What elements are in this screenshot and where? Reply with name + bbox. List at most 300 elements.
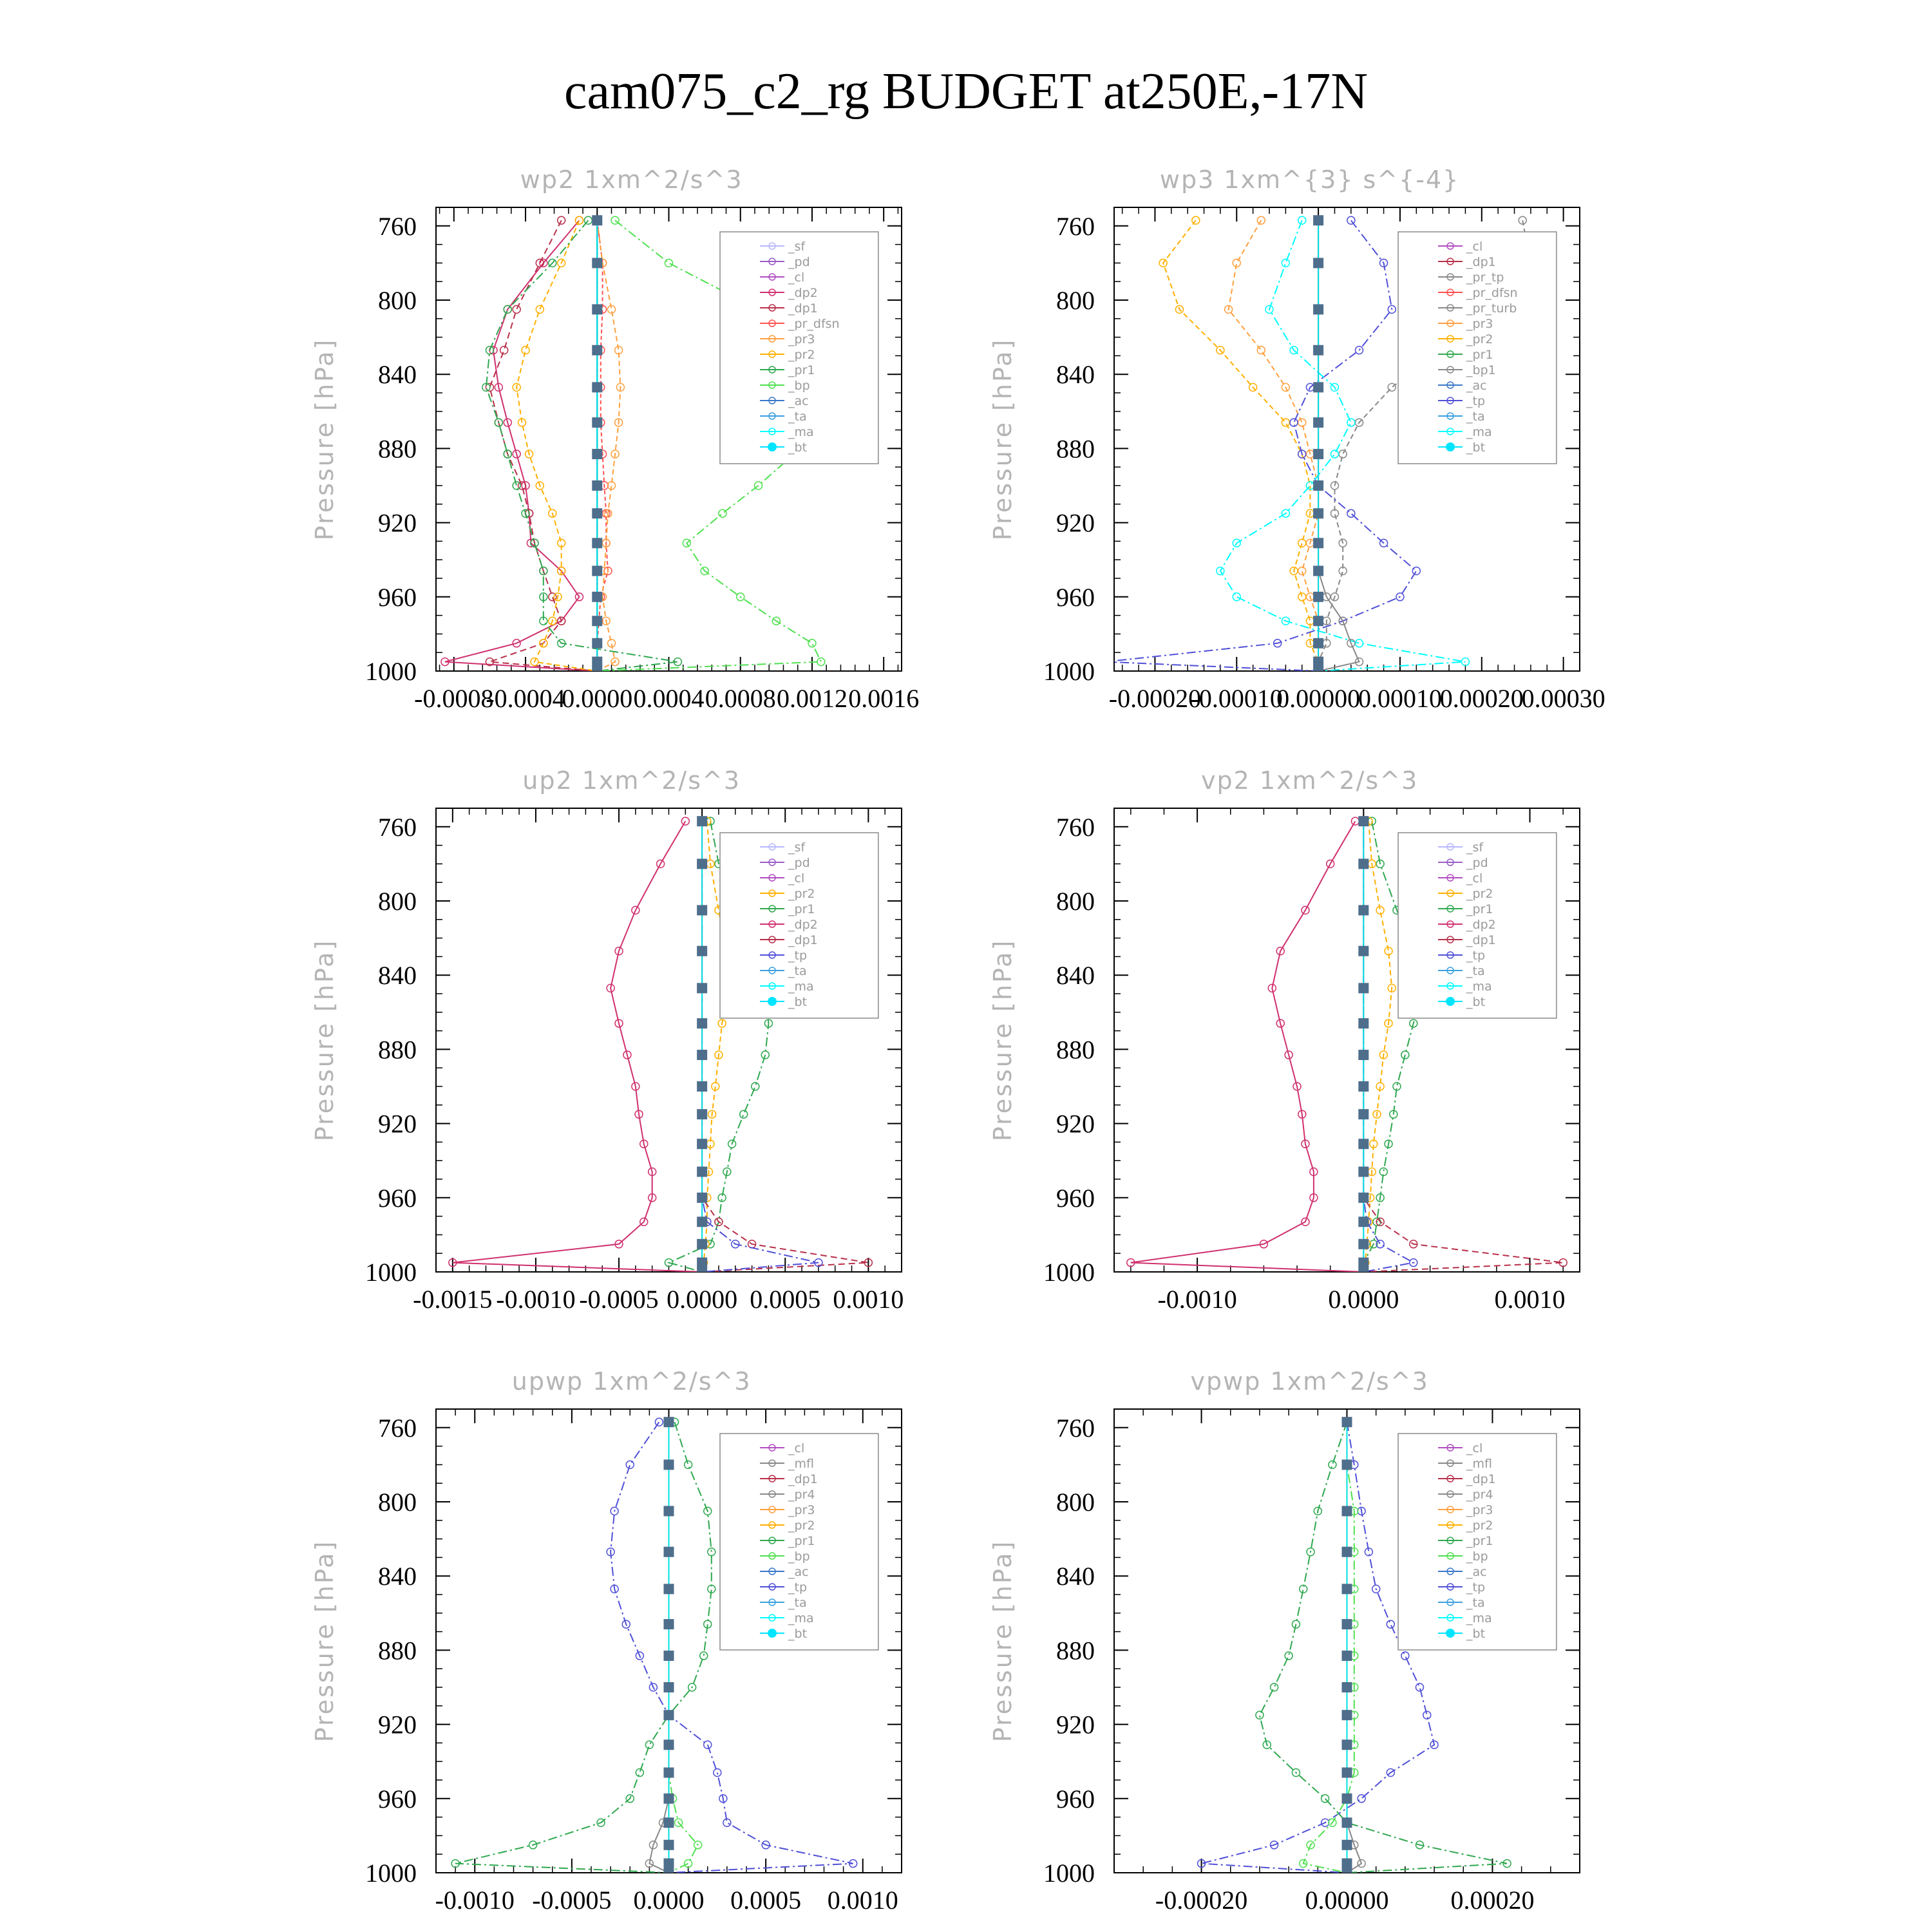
series-point-bt [1358, 1109, 1368, 1119]
x-tick-label: 0.00000 [1305, 1886, 1389, 1915]
y-tick-label: 1000 [365, 1859, 417, 1888]
series-point-tp [1347, 216, 1355, 224]
legend-label: _pr2 [788, 1519, 815, 1533]
series-point-bp [719, 509, 726, 517]
series-point-bt [592, 638, 602, 649]
series-point-bt [1342, 1682, 1352, 1692]
series-line-pr1 [486, 220, 678, 671]
y-tick-label: 760 [378, 812, 417, 842]
y-tick-label: 840 [1056, 360, 1095, 390]
y-tick-label: 880 [378, 1035, 417, 1065]
x-tick-label: 0.0016 [848, 684, 920, 713]
legend-label: _pr1 [788, 1534, 815, 1548]
legend-label: _ma [788, 425, 814, 439]
legend-label: _dp2 [788, 286, 818, 300]
series-point-tp [1387, 1620, 1394, 1628]
series-point-bt [1342, 1619, 1352, 1629]
series-point-bt [592, 616, 602, 626]
y-tick-label: 1000 [1043, 1258, 1095, 1287]
series-point-bt [592, 215, 602, 225]
series-point-bt [1358, 1166, 1368, 1177]
series-point-bt [1342, 1868, 1352, 1878]
series-point-bt [697, 1081, 707, 1092]
x-tick-label: 0.0000 [667, 1285, 738, 1314]
series-line-tp [1106, 220, 1416, 671]
series-point-bt [697, 946, 707, 956]
legend-label: _tp [1466, 394, 1486, 408]
legend-label: _pd [788, 856, 810, 870]
series-line-dp2 [445, 220, 597, 671]
series-point-bt [664, 1417, 674, 1427]
series-point-bt [697, 1050, 707, 1060]
x-tick-label: -0.0010 [435, 1886, 515, 1915]
series-point-tp [1412, 567, 1420, 574]
legend [720, 833, 878, 1018]
x-tick-label: 0.00020 [1439, 684, 1524, 713]
series-point-bt [697, 1166, 707, 1177]
series-point-dp1 [513, 305, 520, 313]
y-tick-label: 960 [378, 1183, 417, 1213]
series-point-bt [592, 666, 602, 676]
legend-label: _bp [788, 1549, 810, 1564]
series-point-bt [1342, 1584, 1352, 1594]
series-point-bt [592, 565, 602, 576]
series-point-bt [1313, 417, 1323, 428]
series-point-pr2 [1298, 539, 1306, 547]
x-tick-label: 0.0010 [833, 1285, 904, 1314]
legend-label: _tp [1466, 1580, 1486, 1595]
y-tick-label: 960 [1056, 582, 1095, 612]
series-point-bt [664, 1710, 674, 1720]
series-point-bt [664, 1651, 674, 1661]
y-tick-label: 760 [1056, 812, 1095, 842]
series-point-bt [664, 1868, 674, 1878]
series-point-ma [1356, 639, 1363, 647]
legend-label: _ta [1466, 410, 1485, 424]
panel-up2 [310, 766, 904, 1314]
legend-label: _pr1 [1466, 1534, 1493, 1548]
x-tick-label: -0.0008 [414, 684, 494, 713]
y-tick-label: 840 [1056, 961, 1095, 990]
series-point-bt [592, 258, 602, 268]
series-point-pr3 [1298, 419, 1306, 426]
series-point-pr2 [1282, 419, 1289, 426]
series-point-bt [697, 1239, 707, 1249]
legend-label: _pr2 [1466, 332, 1493, 346]
series-line-pr4 [1347, 1422, 1362, 1873]
legend-marker [1446, 1629, 1455, 1638]
panel-title: vp2 1xm^2/s^3 [1201, 766, 1419, 795]
series-point-bt [697, 1217, 707, 1227]
series-point-dp2 [1351, 817, 1359, 825]
y-tick-label: 880 [378, 434, 417, 464]
series-point-bt [1313, 480, 1323, 491]
series-point-bt [697, 1139, 707, 1149]
legend-label: _pr1 [788, 363, 815, 377]
x-tick-label: 0.00030 [1521, 684, 1605, 713]
legend-label: _bt [1466, 995, 1486, 1009]
y-tick-label: 920 [1056, 1109, 1095, 1139]
series-point-tp [1401, 1652, 1409, 1660]
legend-label: _bt [1466, 1627, 1486, 1641]
x-tick-label: -0.0005 [532, 1886, 612, 1915]
series-point-bt [1313, 565, 1323, 576]
y-tick-label: 800 [1056, 1488, 1095, 1517]
legend-label: _ma [788, 980, 814, 994]
legend [720, 1434, 878, 1650]
series-point-pr1 [752, 1083, 759, 1090]
series-point-bt [592, 304, 602, 314]
legend-label: _ma [1466, 425, 1492, 439]
legend-label: _dp1 [1466, 1472, 1496, 1486]
legend-label: _ac [1466, 1565, 1487, 1579]
series-point-bp1 [1339, 450, 1347, 458]
series-point-bt [1342, 1417, 1352, 1427]
legend-label: _pr4 [788, 1488, 815, 1502]
series-point-bt [1313, 616, 1323, 626]
legend [720, 232, 878, 464]
series-point-bt [1358, 1050, 1368, 1060]
legend-marker [768, 442, 777, 451]
series-point-bt [1342, 1859, 1352, 1869]
legend-label: _cl [1466, 240, 1483, 254]
series-point-bp [685, 1860, 692, 1868]
series-point-ma [1331, 450, 1338, 458]
series-point-bt [592, 508, 602, 518]
y-axis-label: Pressure [hPa] [989, 938, 1017, 1142]
series-point-bt [1313, 382, 1323, 392]
series-point-pr1 [513, 482, 520, 489]
legend [1398, 232, 1557, 464]
series-point-bt [1358, 983, 1368, 993]
panel-title: upwp 1xm^2/s^3 [511, 1367, 752, 1396]
series-point-pr1 [636, 1768, 643, 1776]
series-point-pr1 [1329, 1461, 1336, 1468]
series-point-bt [1358, 816, 1368, 826]
legend-label: _pr2 [1466, 887, 1493, 901]
series-point-bt [697, 905, 707, 915]
series-point-pr1 [1256, 1711, 1264, 1719]
series-point-bt [1313, 345, 1323, 355]
y-tick-label: 960 [378, 582, 417, 612]
panel-vp2 [989, 766, 1580, 1314]
series-point-bt [1358, 1267, 1368, 1277]
legend-label: _ta [1466, 1596, 1485, 1610]
x-tick-label: 0.0000 [562, 684, 633, 713]
series-point-bt [592, 480, 602, 491]
series-point-bt [1342, 1547, 1352, 1557]
series-point-bt [697, 1109, 707, 1119]
series-point-bt [1342, 1710, 1352, 1720]
series-point-bt [1342, 1767, 1352, 1777]
series-point-bp [665, 259, 673, 267]
legend-label: _dp1 [788, 301, 818, 316]
x-tick-label: -0.0004 [486, 684, 565, 713]
y-tick-label: 880 [378, 1636, 417, 1665]
x-tick-label: 0.0005 [750, 1285, 821, 1314]
series-point-bt [1313, 304, 1323, 314]
y-tick-label: 840 [378, 961, 417, 990]
y-axis-label: Pressure [hPa] [310, 938, 339, 1142]
y-tick-label: 760 [1056, 1413, 1095, 1443]
legend-label: _mfl [788, 1457, 815, 1471]
y-tick-label: 920 [378, 1109, 417, 1139]
legend-label: _bp [788, 379, 810, 393]
series-line-dp2 [453, 821, 702, 1272]
series-point-bp [808, 639, 816, 647]
figure-title: cam075_c2_rg BUDGET at250E,-17N [564, 63, 1368, 120]
y-tick-label: 800 [1056, 286, 1095, 315]
series-point-bt [592, 417, 602, 428]
series-point-bt [1358, 858, 1368, 869]
y-tick-label: 1000 [1043, 1859, 1095, 1888]
series-point-bt [664, 1840, 674, 1850]
x-tick-label: -0.0010 [496, 1285, 576, 1314]
series-point-bt [1358, 1139, 1368, 1149]
series-point-pr1 [645, 1741, 653, 1748]
legend-label: _dp1 [1466, 255, 1496, 269]
series-point-bt [664, 1739, 674, 1750]
series-point-bt [1342, 1651, 1352, 1661]
y-tick-label: 840 [378, 1562, 417, 1591]
legend-label: _sf [1466, 840, 1484, 855]
legend-marker [768, 1629, 777, 1638]
series-point-bt [1313, 666, 1323, 676]
x-tick-label: -0.0005 [579, 1285, 659, 1314]
series-point-ma [1298, 216, 1306, 224]
series-point-bt [697, 983, 707, 993]
y-tick-label: 880 [1056, 434, 1095, 464]
legend-label: _ac [788, 1565, 809, 1579]
legend-label: _pr3 [1466, 317, 1493, 331]
x-tick-label: -0.0015 [413, 1285, 493, 1314]
series-point-pr2 [522, 346, 529, 354]
series-line-pr-dfsn [597, 220, 608, 671]
legend-label: _pr4 [1466, 1488, 1493, 1502]
series-point-bt [592, 592, 602, 602]
legend-label: _pr3 [1466, 1503, 1493, 1517]
legend-label: _pr1 [1466, 348, 1493, 362]
y-tick-label: 840 [378, 360, 417, 390]
series-line-dp2 [1131, 821, 1364, 1272]
series-point-bt [1358, 1193, 1368, 1203]
y-tick-label: 800 [378, 887, 417, 916]
series-point-bt [1342, 1794, 1352, 1804]
legend-label: _pr2 [788, 348, 815, 362]
legend-label: _ac [1466, 379, 1487, 393]
series-point-bt [1342, 1506, 1352, 1516]
series-point-ma [1233, 593, 1240, 601]
legend-label: _ta [788, 964, 807, 978]
y-axis-label: Pressure [hPa] [989, 337, 1017, 541]
series-point-bt [664, 1547, 674, 1557]
y-tick-label: 800 [378, 286, 417, 315]
y-tick-label: 1000 [365, 657, 417, 686]
legend-label: _ma [1466, 980, 1492, 994]
legend-marker [1446, 997, 1455, 1006]
series-point-ma [1347, 419, 1355, 426]
panel-title: wp2 1xm^2/s^3 [520, 166, 743, 194]
legend-label: _pd [1466, 856, 1488, 870]
legend-label: _pr_dfsn [1466, 286, 1518, 300]
legend-marker [768, 997, 777, 1006]
series-point-dp2 [681, 817, 689, 825]
y-tick-label: 760 [1056, 211, 1095, 241]
x-tick-label: 0.0012 [776, 684, 848, 713]
y-tick-label: 800 [1056, 887, 1095, 916]
legend-label: _pr_turb [1466, 301, 1517, 316]
series-point-bt [1358, 905, 1368, 915]
series-point-pr1 [1271, 1683, 1278, 1691]
legend-label: _pr1 [788, 902, 815, 916]
legend-label: _pr2 [1466, 1519, 1493, 1533]
series-point-tp [714, 1768, 721, 1776]
series-line-pr3 [597, 220, 620, 671]
y-tick-label: 1000 [1043, 657, 1095, 686]
y-tick-label: 760 [378, 1413, 417, 1443]
y-axis-label: Pressure [hPa] [310, 1539, 339, 1743]
legend-label: _pr3 [788, 1503, 815, 1517]
panel-title: wp3 1xm^{3} s^{-4} [1159, 166, 1460, 194]
series-point-bt [1313, 449, 1323, 459]
y-tick-label: 920 [1056, 508, 1095, 538]
legend-marker [1446, 442, 1455, 451]
y-tick-label: 1000 [365, 1258, 417, 1287]
legend-label: _tp [1466, 949, 1486, 963]
series-point-bt [1313, 657, 1323, 667]
x-tick-label: 0.0000 [633, 1886, 705, 1915]
panel-vpwp [989, 1367, 1580, 1915]
series-point-bt [1358, 1217, 1368, 1227]
x-tick-label: 0.0010 [1494, 1285, 1566, 1314]
legend-label: _ma [788, 1611, 814, 1625]
legend-label: _pr3 [788, 332, 815, 346]
y-tick-label: 920 [378, 508, 417, 538]
series-line-pr2 [1163, 220, 1318, 671]
series-point-bt [664, 1506, 674, 1516]
legend-label: _bp [1466, 1549, 1488, 1564]
y-tick-label: 840 [1056, 1562, 1095, 1591]
series-point-pr2 [1298, 593, 1306, 601]
legend-label: _ta [1466, 964, 1485, 978]
legend-label: _dp1 [1466, 933, 1496, 947]
series-point-pr2 [536, 305, 544, 313]
series-point-bp [817, 658, 825, 666]
series-point-bt [697, 1193, 707, 1203]
series-point-tp [1358, 1795, 1365, 1803]
series-point-bt [1313, 592, 1323, 602]
legend-label: _dp2 [1466, 918, 1496, 932]
x-tick-label: 0.0000 [1328, 1285, 1399, 1314]
series-point-bt [1342, 1840, 1352, 1850]
panel-title: up2 1xm^2/s^3 [522, 766, 741, 795]
series-point-tp [1102, 658, 1110, 666]
series-point-tp [1290, 419, 1298, 426]
series-point-tp [1423, 1711, 1431, 1719]
x-tick-label: -0.00010 [1190, 684, 1283, 713]
y-tick-label: 800 [378, 1488, 417, 1517]
x-tick-label: 0.00020 [1450, 1886, 1535, 1915]
series-point-dp1 [500, 346, 508, 354]
legend-label: _dp2 [788, 918, 818, 932]
series-point-bt [664, 1859, 674, 1869]
y-axis-label: Pressure [hPa] [989, 1539, 1017, 1743]
series-point-pr2 [575, 216, 583, 224]
series-point-bt [1313, 258, 1323, 268]
series-point-bt [1358, 1239, 1368, 1249]
series-point-tp [1416, 1683, 1423, 1691]
x-tick-label: -0.0010 [1157, 1285, 1237, 1314]
legend-label: _tp [788, 949, 808, 963]
series-point-bt [1313, 215, 1323, 225]
y-tick-label: 760 [378, 211, 417, 241]
legend-label: _tp [788, 1580, 808, 1595]
legend-label: _ta [788, 1596, 807, 1610]
series-point-pr1 [700, 1652, 708, 1660]
legend-label: _dp1 [788, 933, 818, 947]
legend-label: _pr_tp [1466, 270, 1504, 285]
series-point-pr1 [740, 1110, 748, 1118]
y-tick-label: 920 [378, 1710, 417, 1739]
series-point-bt [1358, 1081, 1368, 1092]
x-tick-label: 0.0010 [827, 1886, 898, 1915]
series-point-bt [664, 1584, 674, 1594]
series-point-pr1 [685, 1461, 692, 1468]
series-point-pr3 [1257, 216, 1265, 224]
series-point-pr1 [1321, 1795, 1329, 1803]
legend-label: _ma [1466, 1611, 1492, 1625]
series-point-bt [1342, 1817, 1352, 1828]
series-point-bp [611, 216, 619, 224]
legend-label: _pr2 [788, 887, 815, 901]
series-point-bt [592, 345, 602, 355]
legend-label: _cl [1466, 1441, 1483, 1455]
series-point-pr1 [584, 216, 592, 224]
series-point-bt [1313, 508, 1323, 518]
y-tick-label: 880 [1056, 1035, 1095, 1065]
legend-label: _pr1 [1466, 902, 1493, 916]
legend-label: _pd [788, 255, 810, 269]
series-point-bt [664, 1682, 674, 1692]
legend-label: _dp1 [788, 1472, 818, 1486]
series-point-pr1 [708, 1548, 715, 1556]
legend-label: _bt [788, 995, 808, 1009]
legend-label: _cl [788, 270, 805, 285]
series-point-ma [1282, 259, 1289, 267]
panel-wp2 [310, 166, 919, 713]
y-tick-label: 920 [1056, 1710, 1095, 1739]
series-point-tp [1347, 509, 1355, 517]
series-point-dp1 [558, 216, 565, 224]
panel-title: vpwp 1xm^2/s^3 [1190, 1367, 1429, 1396]
series-point-bt [664, 1794, 674, 1804]
legend-label: _cl [1466, 871, 1483, 886]
series-point-bt [592, 657, 602, 667]
legend-label: _bt [1466, 440, 1486, 455]
series-line-pr1 [455, 1422, 712, 1873]
series-point-bt [697, 1258, 707, 1268]
series-point-bt [592, 538, 602, 548]
y-tick-label: 880 [1056, 1636, 1095, 1665]
y-tick-label: 960 [1056, 1183, 1095, 1213]
series-point-bt [697, 816, 707, 826]
panel-wp3 [989, 166, 1605, 713]
legend-label: _bt [788, 1627, 808, 1641]
x-tick-label: 0.00010 [1358, 684, 1442, 713]
x-tick-label: -0.00020 [1155, 1886, 1248, 1915]
series-point-bt [697, 1018, 707, 1028]
series-point-bt [1358, 1018, 1368, 1028]
